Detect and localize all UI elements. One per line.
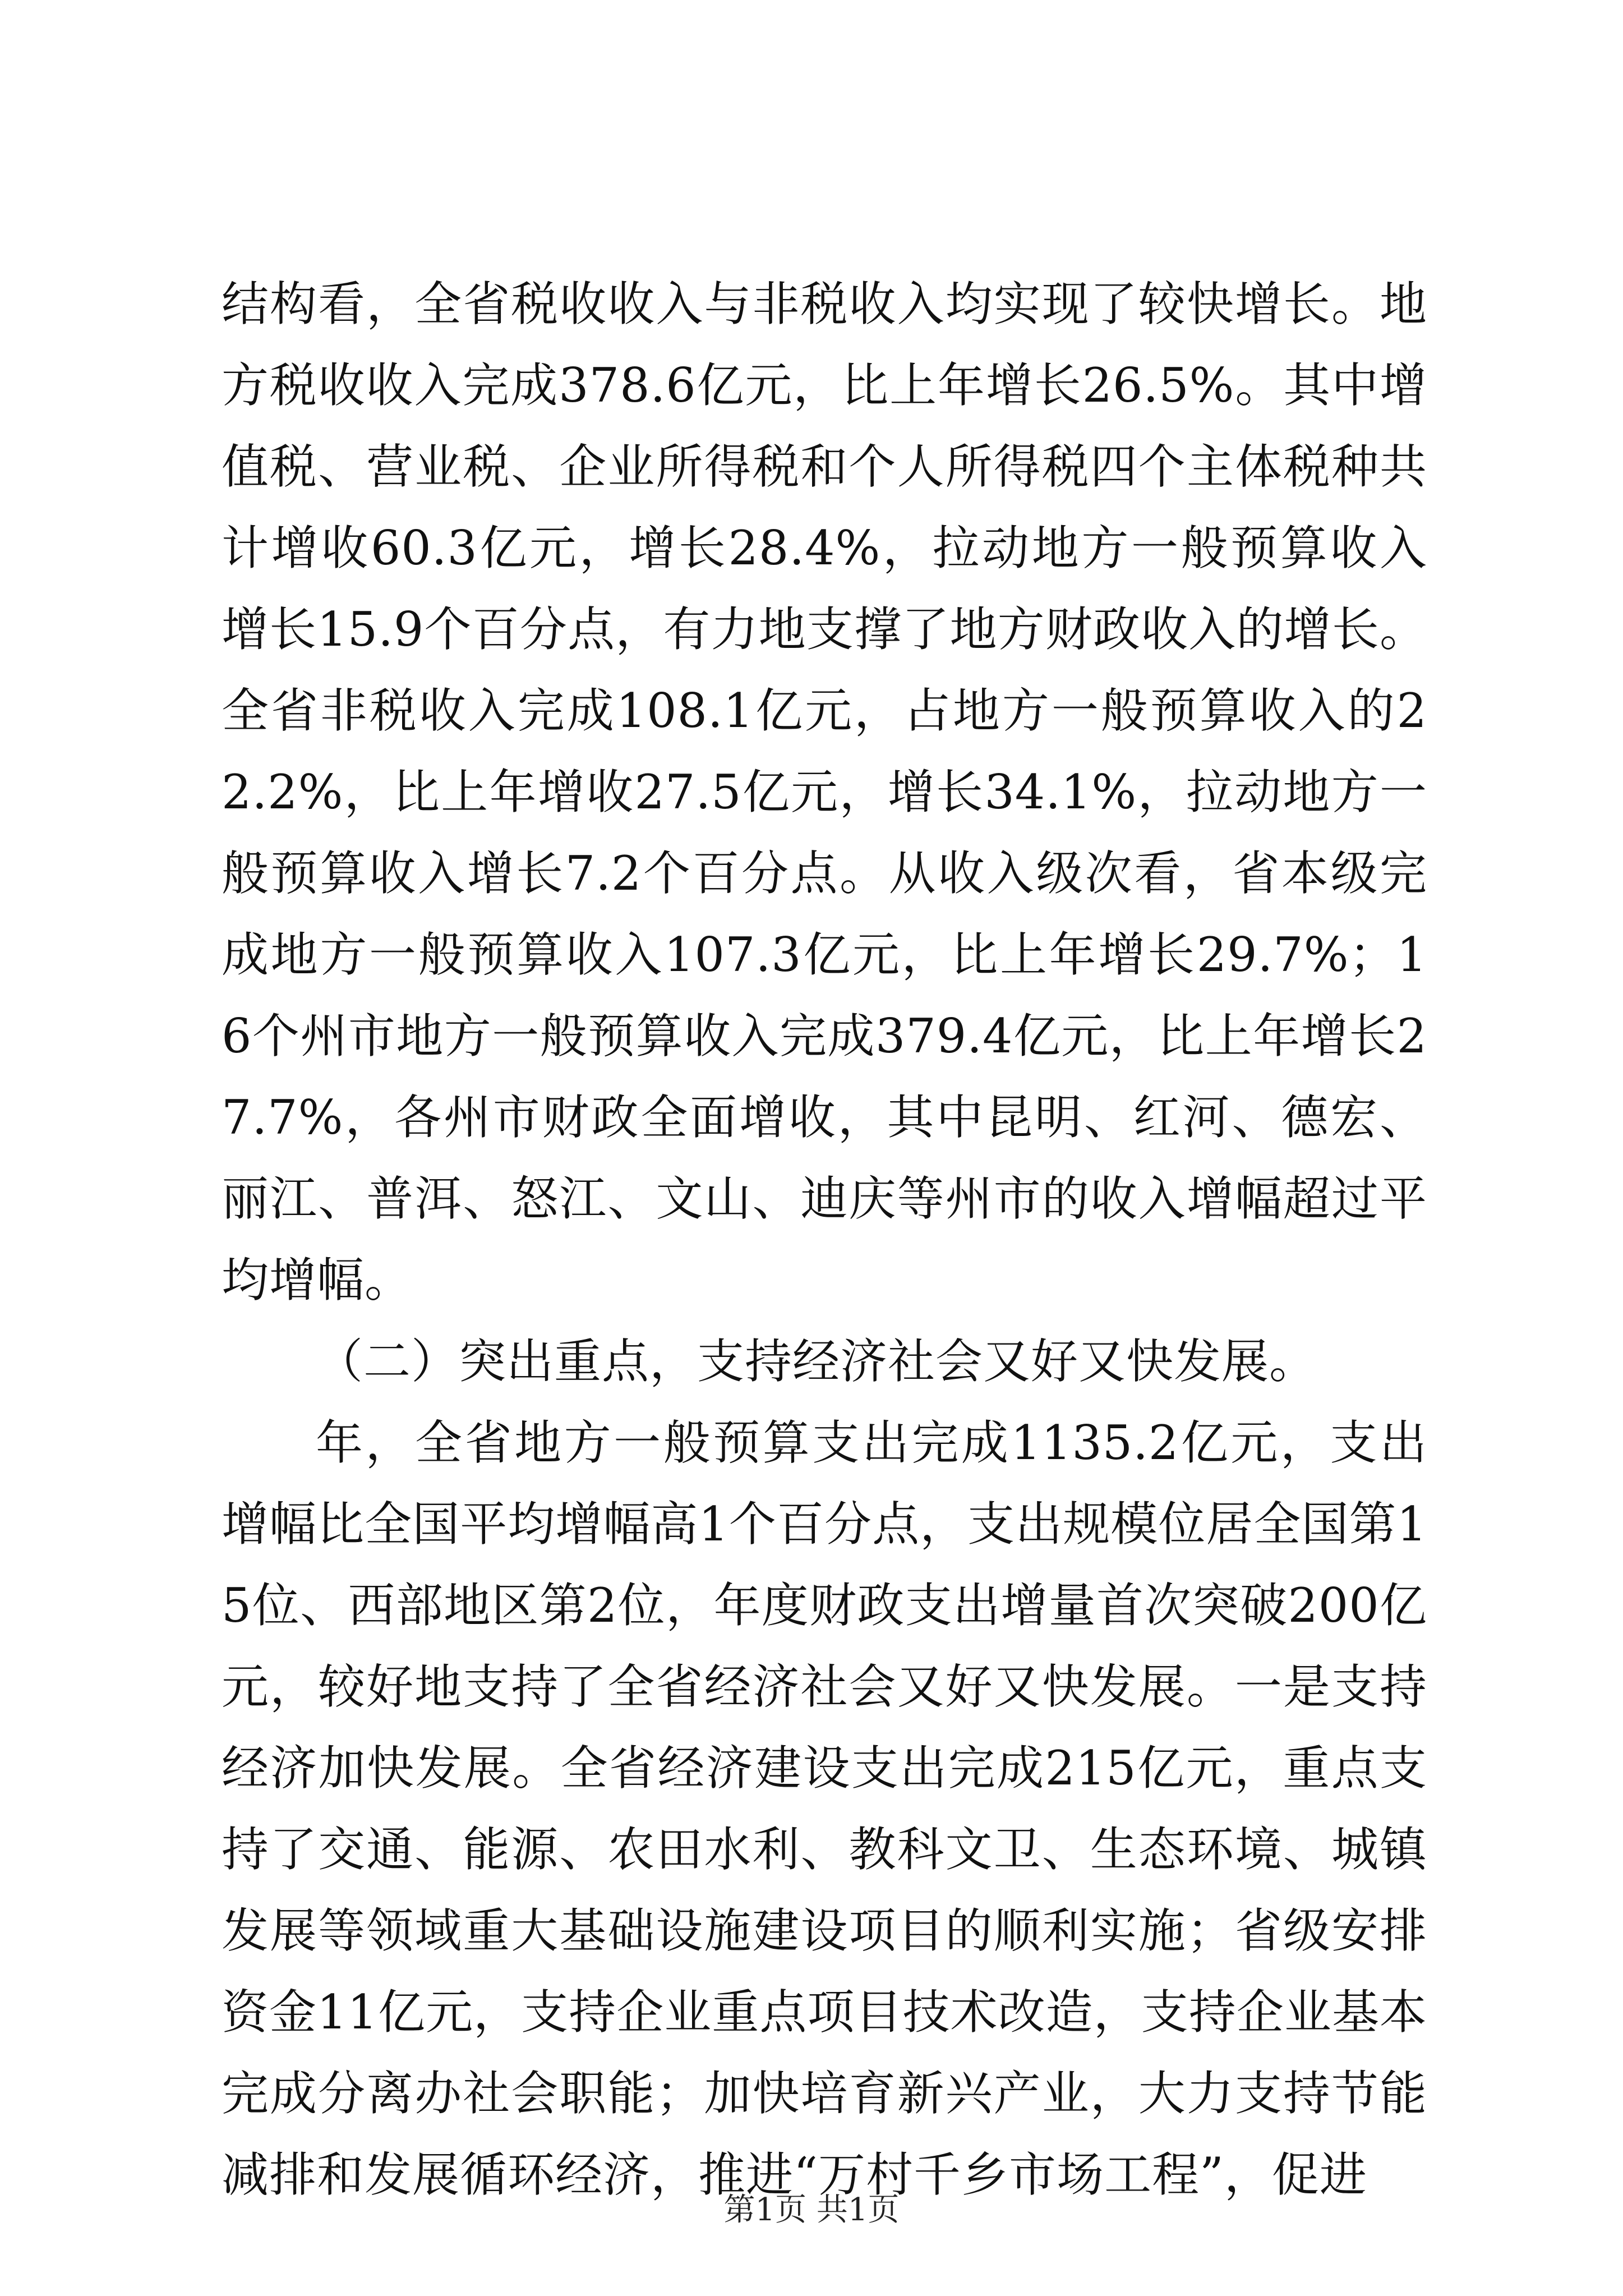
document-body <box>222 264 1427 2216</box>
section-heading-2: （二）突出重点，支持经济社会又好又快发展。 <box>316 1334 1317 1389</box>
page-footer: 第1页 共1页 <box>723 2192 900 2228</box>
paragraph-revenue-structure: 结构看，全省税收收入与非税收入均实现了较快增长。地方税收收入完成378.6亿元，比上年增长26.5%。其中增值税、营业税、企业所得税和个人所得税四个主体税种共计增收60.3亿元，增长28.4%，拉动地方一般预算收入增长15.9个百分点，有力地支撑了地方财政收入的增长。全省非税收入完成108.1亿元，占地方一般预算收入的22.2%，比上年增收27.5亿元，增长34.1%，拉动地方一般预算收入增长7.2个百分点。从收入级次看，省本级完成地方一般预算收入107.3亿元，比上年增长29.7%；16个州市地方一般预算收入完成379.4亿元，比上年增长27.7%，各州市财政全面增收，其中昆明、红河、德宏、丽江、普洱、怒江、文山、迪庆等州市的收入增幅超过平均增幅。 <box>222 277 1427 1308</box>
paragraph-expenditure: 年，全省地方一般预算支出完成1135.2亿元，支出增幅比全国平均增幅高1个百分点，支出规模位居全国第15位、西部地区第2位，年度财政支出增量首次突破200亿元，较好地支持了全省经济社会又好又快发展。一是支持经济加快发展。全省经济建设支出完成215亿元，重点支持了交通、能源、农田水利、教科文卫、生态环境、城镇发展等领域重大基础设施建设项目的顺利实施；省级安排资金11亿元，支持企业重点项目技术改造，支持企业基本完成分离办社会职能；加快培育新兴产业，大力支持节能减排和发展循环经济，推进“万村千乡市场工程”，促进 <box>222 1415 1427 2202</box>
